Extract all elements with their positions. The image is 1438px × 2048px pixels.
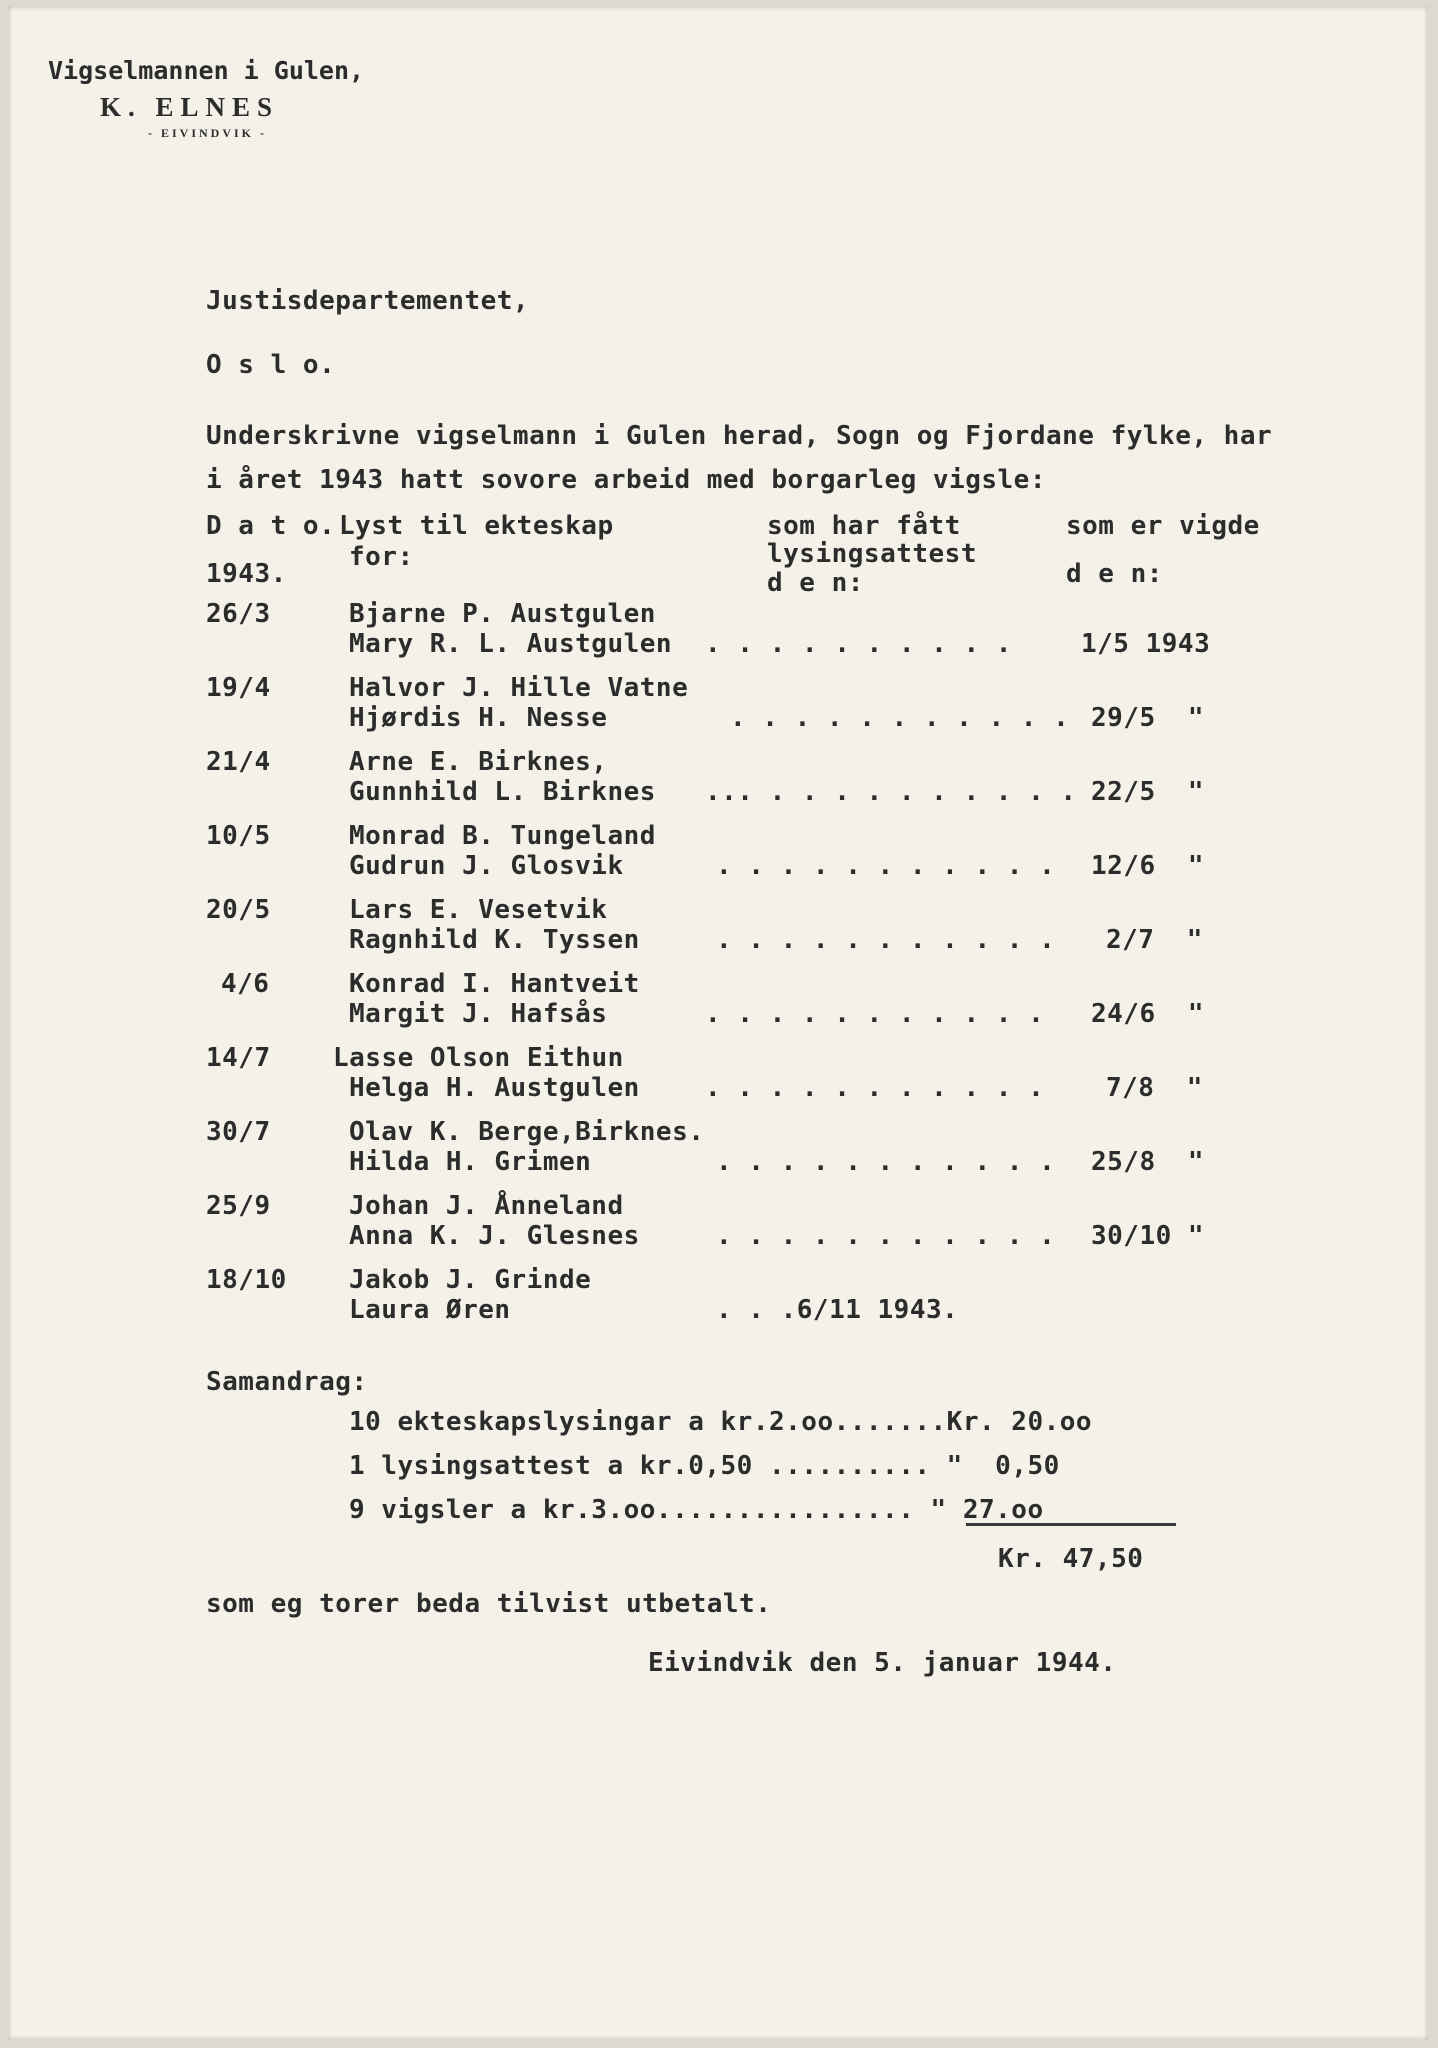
closing-place-date: Eivindvik den 5. januar 1944. [648,1648,1117,1678]
entry-date: 4/6 [221,969,270,999]
entry-dots: . . . . . . . . . . . [716,1221,1056,1251]
header-attest-3: d e n: [767,568,864,598]
header-lyst-2: for: [349,542,414,572]
entry-vigde: 24/6 " [1091,999,1205,1029]
entry-name-1: Monrad B. Tungeland [349,821,656,851]
entry-date: 21/4 [206,747,271,777]
entry-vigde: 12/6 " [1091,851,1205,881]
entry-dots: . . . . . . . . . . . [705,999,1045,1029]
header-year: 1943. [206,559,287,589]
entry-name-2: Ragnhild K. Tyssen [349,925,640,955]
entry-name-1: Jakob J. Grinde [349,1265,592,1295]
letterhead-name: K. ELNES [100,92,280,122]
entry-dots: . . . . . . . . . . . [716,1147,1056,1177]
entry-name-2: Hilda H. Grimen [349,1147,592,1177]
letterhead-place: - EIVINDVIK - [148,126,268,140]
intro-line-1: Underskrivne vigselmann i Gulen herad, Sogn og Fjordane fylke, har [206,421,1273,451]
entry-date: 30/7 [206,1117,271,1147]
recipient-city: O s l o. [206,350,336,380]
entry-name-2: Helga H. Austgulen [349,1073,640,1103]
recipient-name: Justisdepartementet, [206,286,530,316]
entry-name-1: Lars E. Vesetvik [349,895,608,925]
entry-name-1: Halvor J. Hille Vatne [349,673,689,703]
entry-name-1: Lasse Olson Eithun [333,1043,624,1073]
header-dato: D a t o. [206,511,336,541]
letterhead-title: Vigselmannen i Gulen, [48,56,365,85]
entry-name-2: Mary R. L. Austgulen [349,629,673,659]
header-lyst-1: Lyst til ekteskap [339,511,614,541]
entry-vigde: 7/8 " [1106,1073,1203,1103]
entry-vigde: 22/5 " [1091,777,1205,807]
entry-dots: . . . . . . . . . . . [716,925,1056,955]
entry-name-2: Gudrun J. Glosvik [349,851,624,881]
entry-name-2: Anna K. J. Glesnes [349,1221,640,1251]
entry-name-1: Bjarne P. Austgulen [349,599,656,629]
header-vigde-1: som er vigde [1066,511,1260,541]
intro-line-2: i året 1943 hatt sovore arbeid med borgarleg vigsle: [206,465,1046,495]
header-attest-2: lysingsattest [767,539,977,569]
summary-total: Kr. 47,50 [998,1544,1144,1574]
header-vigde-2: d e n: [1066,559,1163,589]
entry-dots: ... . . . . . . . . . . [705,777,1077,807]
entry-date: 18/10 [206,1265,287,1295]
entry-date: 26/3 [206,599,271,629]
entry-date: 14/7 [206,1043,271,1073]
closing-request: som eg torer beda tilvist utbetalt. [206,1589,772,1619]
entry-name-2: Laura Øren [349,1295,511,1325]
header-attest-1: som har fått [767,511,961,541]
summary-sum-rule [966,1523,1176,1526]
entry-vigde: 29/5 " [1091,703,1205,733]
entry-vigde: 25/8 " [1091,1147,1205,1177]
entry-date: 10/5 [206,821,271,851]
document-page [8,6,1428,2040]
entry-date: 25/9 [206,1191,271,1221]
entry-vigde: 1/5 1943 [1081,629,1211,659]
entry-dots: . . . . . . . . . . . [730,703,1070,733]
summary-line-3: 9 vigsler a kr.3.oo................ " 27.oo [349,1495,1044,1525]
entry-date: 20/5 [206,895,271,925]
entry-name-1: Olav K. Berge,Birknes. [349,1117,705,1147]
summary-line-2: 1 lysingsattest a kr.0,50 .......... " 0,50 [349,1451,1060,1481]
entry-dots: . . . . . . . . . . . [705,1073,1045,1103]
entry-name-1: Arne E. Birknes, [349,747,608,777]
entry-dots: . . .6/11 1943. [716,1295,959,1325]
entry-name-2: Margit J. Hafsås [349,999,608,1029]
entry-dots: . . . . . . . . . . [705,629,1012,659]
entry-vigde: 2/7 " [1106,925,1203,955]
summary-line-1: 10 ekteskapslysingar a kr.2.oo.......Kr. 20.oo [349,1407,1093,1437]
entry-dots: . . . . . . . . . . . [716,851,1056,881]
entry-vigde: 30/10 " [1091,1221,1205,1251]
entry-name-1: Johan J. Ånneland [349,1191,624,1221]
entry-date: 19/4 [206,673,271,703]
entry-name-1: Konrad I. Hantveit [349,969,640,999]
summary-heading: Samandrag: [206,1367,368,1397]
entry-name-2: Hjørdis H. Nesse [349,703,608,733]
entry-name-2: Gunnhild L. Birknes [349,777,656,807]
